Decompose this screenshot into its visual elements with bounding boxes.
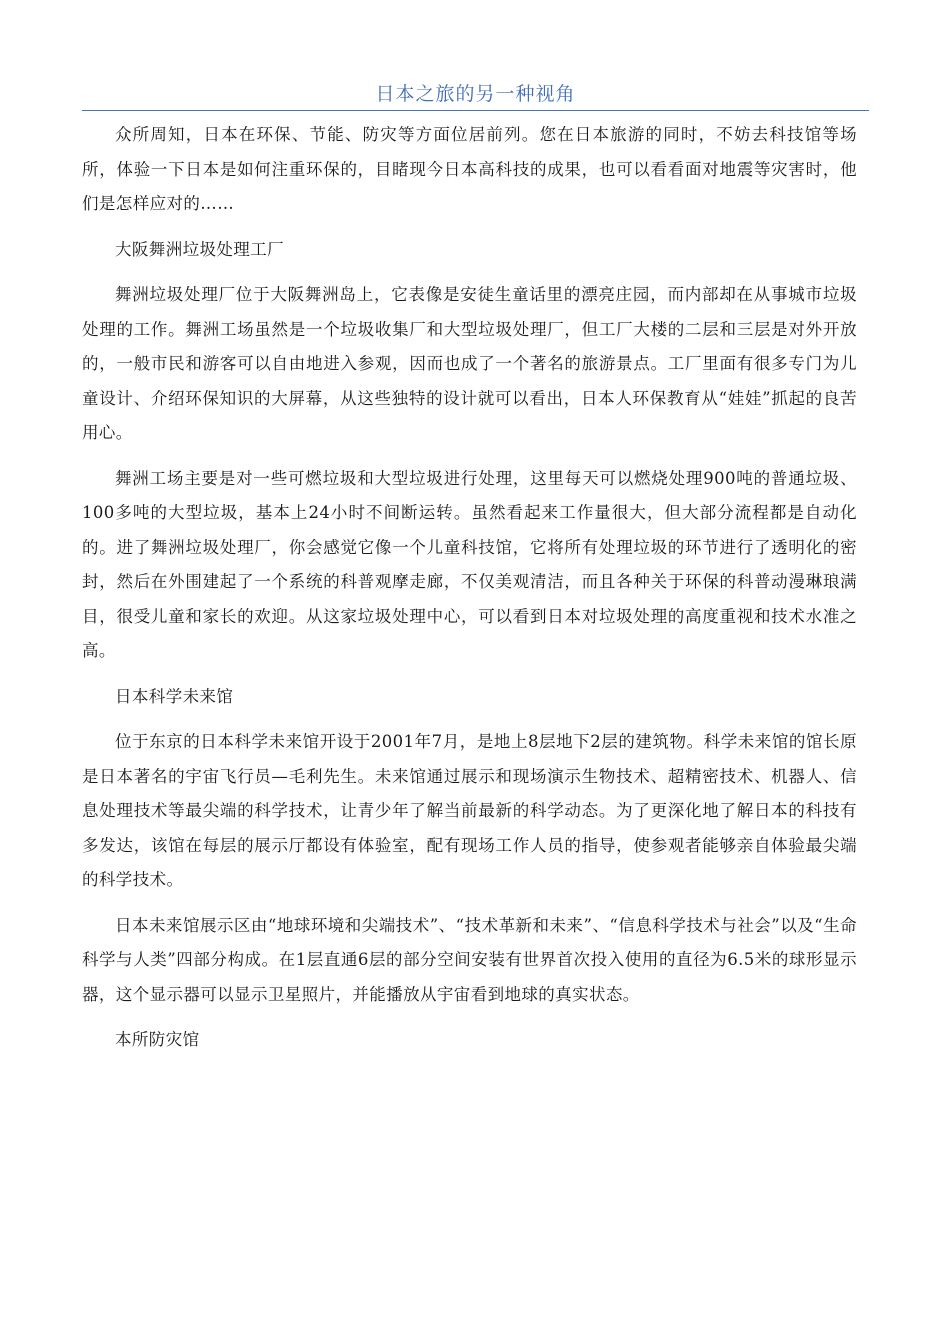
- intro-paragraph: 众所周知，日本在环保、节能、防灾等方面位居前列。您在日本旅游的同时，不妨去科技馆等场所，体验一下日本是如何注重环保的，目睹现今日本高科技的成果，也可以看看面对地震等灾害时，他们是怎样应对的……: [82, 125, 857, 213]
- section-heading-osaka-maishima: 大阪舞洲垃圾处理工厂: [115, 239, 284, 259]
- paragraph: 日本未来馆展示区由“地球环境和尖端技术”、“技术革新和未来”、“信息科学技术与社会”以及“生命科学与人类”四部分构成。在1层直通6层的部分空间安装有世界首次投入使用的直径为6.5米的球形显示器，这个显示器可以显示卫星照片，并能播放从宇宙看到地球的真实状态。: [82, 915, 857, 1004]
- paragraph: 舞洲垃圾处理厂位于大阪舞洲岛上，它表像是安徒生童话里的漂亮庄园，而内部却在从事城市垃圾处理的工作。舞洲工场虽然是一个垃圾收集厂和大型垃圾处理厂，但工厂大楼的二层和三层是对外开放的，一般市民和游客可以自由地进入参观，因而也成了一个著名的旅游景点。工厂里面有很多专门为儿童设计、介绍环保知识的大屏幕，从这些独特的设计就可以看出，日本人环保教育从“娃娃”抓起的良苦用心。: [82, 285, 857, 442]
- section-heading-honjo-bosaikan: 本所防灾馆: [115, 1030, 200, 1049]
- page-header: [82, 78, 869, 111]
- section-heading-miraikan: 日本科学未来馆: [115, 686, 234, 706]
- paragraph: 舞洲工场主要是对一些可燃垃圾和大型垃圾进行处理，这里每天可以燃烧处理900吨的普通垃圾、100多吨的大型垃圾，基本上24小时不间断运转。虽然看起来工作量很大，但大部分流程都是自动化的。进了舞洲垃圾处理厂，你会感觉它像一个儿童科技馆，它将所有处理垃圾的环节进行了透明化的密封，然后在外围建起了一个系统的科普观摩走廊，不仅美观清洁，而且各种关于环保的科普动漫琳琅满目，很受儿童和家长的欢迎。从这家垃圾处理中心，可以看到日本对垃圾处理的高度重视和技术水准之高。: [82, 468, 857, 660]
- page-title: 日本之旅的另一种视角: [375, 83, 576, 105]
- paragraph: 位于东京的日本科学未来馆开设于2001年7月，是地上8层地下2层的建筑物。科学未来馆的馆长原是日本著名的宇宙飞行员—毛利先生。未来馆通过展示和现场演示生物技术、超精密技术、机器人、信息处理技术等最尖端的科学技术，让青少年了解当前最新的科学动态。为了更深化地了解日本的科技有多发达，该馆在每层的展示厅都设有体验室，配有现场工作人员的指导，使参观者能够亲自体验最尖端的科学技术。: [82, 732, 857, 889]
- document-body: [82, 118, 857, 1069]
